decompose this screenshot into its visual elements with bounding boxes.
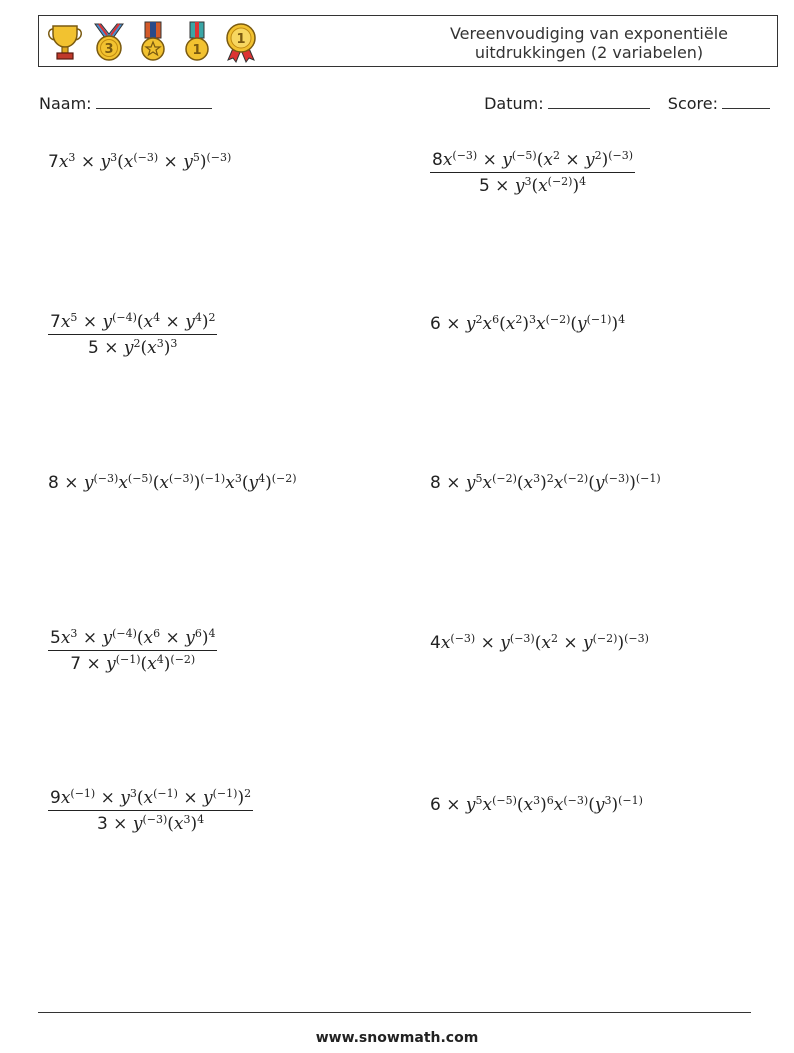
fraction: $\frac{7x^5 \times y^{(-4)}(x^4 \times y^4)^2}{5 \times y^2(x^3)^3}$ — [50, 311, 216, 358]
problem-9 — [48, 788, 253, 834]
name-label: Naam: — [39, 94, 92, 113]
problem-4: $6 \times y^2x^6(x^2)^3x^{(-2)}(y^{(-1)})^4$ — [430, 313, 626, 334]
svg-text:3: 3 — [104, 42, 114, 57]
problem-8: $4x^{(-3)} \times y^{(-3)}(x^2 \times y^{(-2)})^{(-3)}$ — [430, 632, 649, 653]
problem-6: $8 \times y^5x^{(-2)}(x^3)^2x^{(-2)}(y^{(-3)})^{(-1)}$ — [430, 472, 661, 493]
date-label: Datum: — [484, 94, 544, 113]
date-score-fields — [484, 94, 770, 113]
score-label: Score: — [667, 94, 718, 113]
rosette-1-icon — [221, 20, 261, 64]
problem-3 — [48, 312, 217, 358]
trophy-icon — [45, 20, 85, 64]
date-blank[interactable] — [548, 94, 650, 109]
problem-7 — [48, 628, 217, 674]
score-blank[interactable] — [722, 94, 770, 109]
worksheet-header — [38, 15, 778, 67]
award-icons — [45, 19, 261, 65]
svg-text:1: 1 — [236, 32, 246, 47]
name-field — [39, 94, 212, 113]
name-blank[interactable] — [96, 94, 212, 109]
problem-2 — [430, 150, 635, 196]
problem-5: $8 \times y^{(-3)}x^{(-5)}(x^{(-3)})^{(-1)}x^3(y^4)^{(-2)}$ — [48, 472, 297, 493]
problem-10: $6 \times y^5x^{(-5)}(x^3)^6x^{(-3)}(y^3)^{(-1)}$ — [430, 794, 643, 815]
problem-1: $7x^3 \times y^3(x^{(-3)} \times y^5)^{(-3)}$ — [48, 151, 232, 172]
medal-1-ribbon-icon — [177, 20, 217, 64]
fraction: $\frac{5x^3 \times y^{(-4)}(x^6 \times y^6)^4}{7 \times y^{(-1)}(x^4)^{(-2)}}$ — [50, 627, 216, 674]
footer-url[interactable]: www.snowmath.com — [315, 1030, 479, 1046]
medal-3-icon — [89, 20, 129, 64]
worksheet-title — [429, 24, 749, 62]
title-line-2: uitdrukkingen (2 variabelen) — [474, 43, 704, 62]
fraction: $\frac{9x^{(-1)} \times y^3(x^{(-1)} \times y^{(-1)})^2}{3 \times y^{(-3)}(x^3)^4}$ — [50, 787, 252, 834]
medal-star-icon — [133, 20, 173, 64]
fraction: $\frac{8x^{(-3)} \times y^{(-5)}(x^2 \times y^2)^{(-3)}}{5 \times y^3(x^{(-2)})^4}$ — [432, 149, 634, 196]
title-line-1: Vereenvoudiging van exponentiële — [449, 24, 729, 43]
footer-divider — [38, 1012, 751, 1013]
svg-text:1: 1 — [192, 43, 202, 58]
